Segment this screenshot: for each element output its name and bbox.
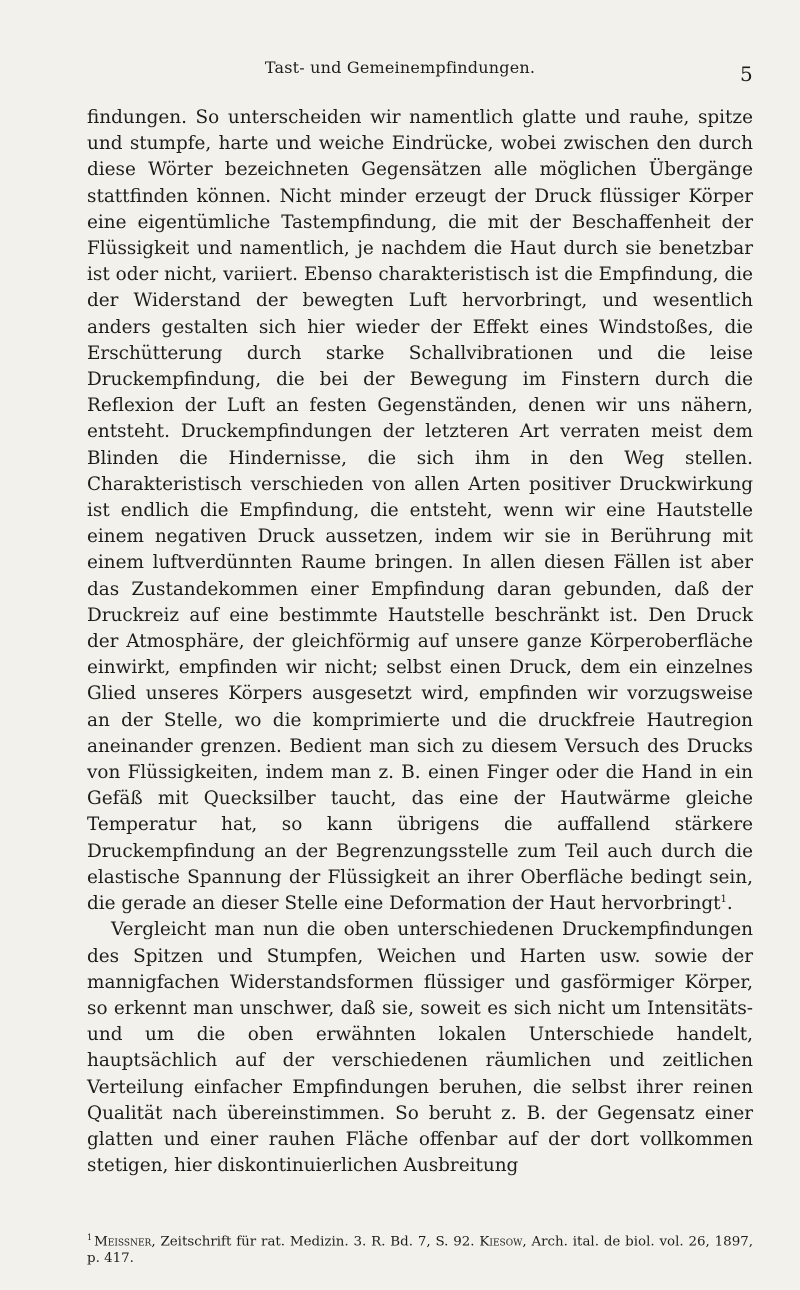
footnote-citation: , Zeitschrift für rat. Medizin. 3. R. Bd. 7, S. 92. (151, 1234, 475, 1250)
body-text (87, 105, 753, 1179)
footnote-marker: 1 (87, 1233, 93, 1242)
footnote-reference: 1 (720, 893, 727, 905)
paragraph-text: findungen. So unterscheiden wir namentlich glatte und rauhe, spitze und stumpfe, harte und weiche Eindrücke, wobei zwischen den durch diese Wörter bezeichneten Gegensätzen alle möglichen Übergänge stattfinden können. Nicht minder erzeugt der Druck flüssiger Körper eine eigentümliche Tastempfindung, die mit der Beschaffenheit der Flüssigkeit und namentlich, je nachdem die Haut durch sie benetzbar ist oder nicht, variiert. Ebenso charakteristisch ist die Empfindung, die der Widerstand der bewegten Luft hervorbringt, und wesentlich anders gestalten sich hier wieder der Effekt eines Windstoßes, die Erschütterung durch starke Schallvibrationen und die leise Druckempfindung, die bei der Bewegung im Finstern durch die Reflexion der Luft an festen Gegenständen, denen wir uns nähern, entsteht. Druckempfindungen der letzteren Art verraten meist dem Blinden die Hindernisse, die sich ihm in den Weg stellen. Charakteristisch verschieden von allen Arten positiver Druckwirkung ist endlich die Empfindung, die entsteht, wenn wir eine Hautstelle einem negativen Druck aussetzen, indem wir sie in Berührung mit einem luftverdünnten Raume bringen. In allen diesen Fällen ist aber das Zustandekommen einer Empfindung daran gebunden, daß der Druckreiz auf eine bestimmte Hautstelle beschränkt ist. Den Druck der Atmosphäre, der gleichförmig auf unsere ganze Körperoberfläche einwirkt, empfinden wir nicht; selbst einen Druck, dem ein einzelnes Glied unseres Körpers ausgesetzt wird, empfinden wir vorzugsweise an der Stelle, wo die komprimierte und die druckfreie Hautregion aneinander grenzen. Bedient man sich zu diesem Versuch des Drucks von Flüssigkeiten, indem man z. B. einen Finger oder die Hand in ein Gefäß mit Quecksilber taucht, das eine der Hautwärme gleiche Temperatur hat, so kann übrigens die auffallend stärkere Druckempfindung an der Begrenzungsstelle zum Teil auch durch die elastische Spannung der Flüssigkeit an ihrer Oberfläche bedingt sein, die gerade an dieser Stelle eine Deformation der Haut hervorbringt (87, 107, 753, 915)
paragraph (87, 917, 753, 1179)
page-number: 5 (740, 62, 753, 86)
footnote-author: Kiesow (479, 1234, 523, 1250)
footnote-author: Meissner (94, 1234, 152, 1250)
footnote-citation: , Arch. ital. de biol. vol. 26, 1897, p. 417. (87, 1234, 753, 1267)
paragraph-text: Vergleicht man nun die oben unterschiedenen Druckempfindungen des Spitzen und Stumpfen, Weichen und Harten usw. sowie der mannigfachen Widerstandsformen flüssiger und gasförmiger Körper, so erkennt man unschwer, daß sie, soweit es sich nicht um Intensitäts- und um die oben erwähnten lokalen Unterschiede handelt, hauptsächlich auf der verschiedenen räumlichen und zeitlichen Verteilung einfacher Empfindungen beruhen, die selbst ihrer reinen Qualität nach übereinstimmen. So beruht z. B. der Gegensatz einer glatten und einer rauhen Fläche offenbar auf der dort vollkommen stetigen, hier diskontinuierlichen Ausbreitung (87, 919, 753, 1177)
paragraph: findungen. So unterscheiden wir namentlich glatte und rauhe, spitze und stumpfe, harte und weiche Eindrücke, wobei zwischen den durch diese Wörter bezeichneten Gegensätzen alle möglichen Übergänge stattfinden können. Nicht minder erzeugt der Druck flüssiger Körper eine eigentümliche Tastempfindung, die mit der Beschaffenheit der Flüssigkeit und namentlich, je nachdem die Haut durch sie benetzbar ist oder nicht, variiert. Ebenso charakteristisch ist die Empfindung, die der Widerstand der bewegten Luft hervorbringt, und wesentlich anders gestalten sich hier wieder der Effekt eines Windstoßes, die Erschütterung durch starke Schallvibrationen und die leise Druckempfindung, die bei der Bewegung im Finstern durch die Reflexion der Luft an festen Gegenständen, denen wir uns nähern, entsteht. Druckempfindungen der letzteren Art verraten meist dem Blinden die Hindernisse, die sich ihm in den Weg stellen. Charakteristisch verschieden von allen Arten positiver Druckwirkung ist endlich die Empfindung, die entsteht, wenn wir eine Hautstelle einem negativen Druck aussetzen, indem wir sie in Berührung mit einem luftverdünnten Raume bringen. In allen diesen Fällen ist aber das Zustandekommen einer Empfindung daran gebunden, daß der Druckreiz auf eine bestimmte Hautstelle beschränkt ist. Den Druck der Atmosphäre, der gleichförmig auf unsere ganze Körperoberfläche einwirkt, empfinden wir nicht; selbst einen Druck, dem ein einzelnes Glied unseres Körpers ausgesetzt wird, empfinden wir vorzugsweise an der Stelle, wo die komprimierte und die druckfreie Hautregion aneinander grenzen. Bedient man sich zu diesem Versuch des Drucks von Flüssigkeiten, indem man z. B. einen Finger oder die Hand in ein Gefäß mit Quecksilber taucht, das eine der Hautwärme gleiche Temperatur hat, so kann übrigens die auffallend stärkere Druckempfindung an der Begrenzungsstelle zum Teil auch durch die elastische Spannung der Flüssigkeit an ihrer Oberfläche bedingt sein, die gerade an dieser Stelle eine Deformation der Haut hervorbringt$^1$. (87, 107, 753, 915)
running-head: Tast- und Gemeinempfindungen. (264, 58, 536, 77)
footnote (87, 1229, 753, 1267)
